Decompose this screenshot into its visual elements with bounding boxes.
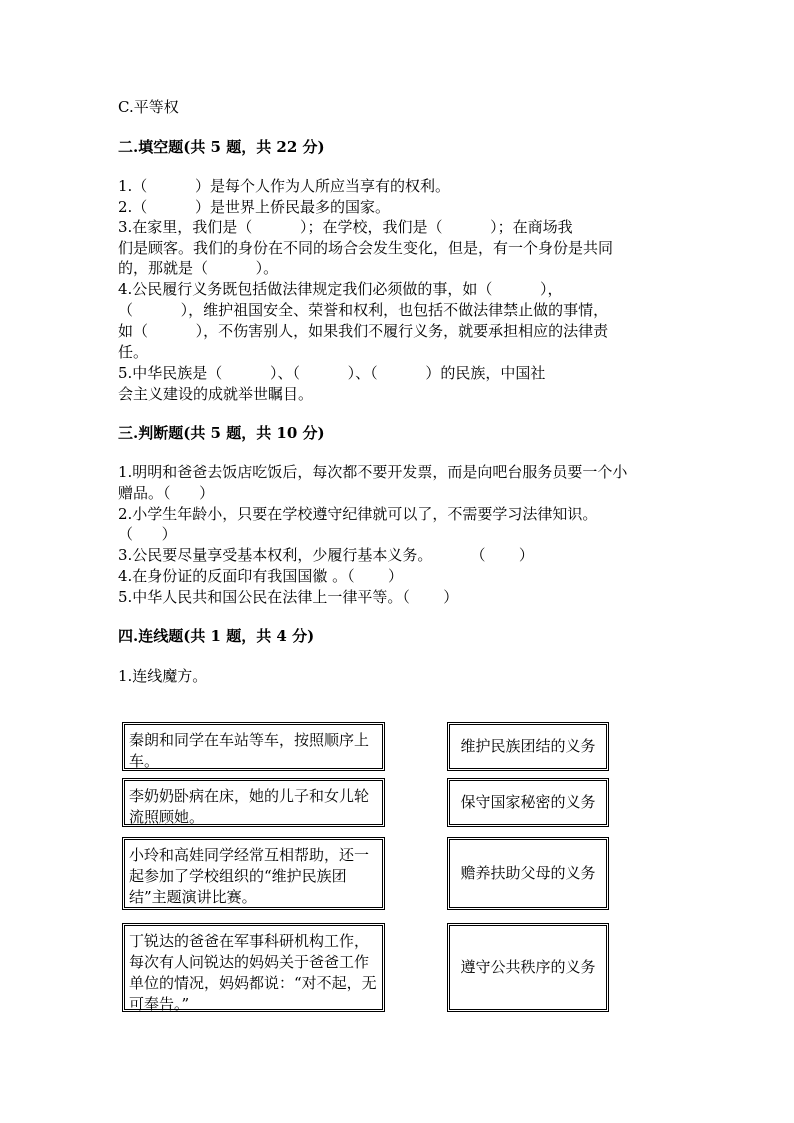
true-false-line: 3.公民要尽量享受基本权利，少履行基本义务。 （ ） [118,546,534,564]
match-left-box[interactable]: 小玲和高娃同学经常互相帮助，还一起参加了学校组织的“维护民族团结”主题演讲比赛。 [122,837,385,910]
true-false-line: 5.中华人民共和国公民在法律上一律平等。（ ） [118,588,459,606]
section-heading-matching: 四.连线题(共 1 题，共 4 分) [118,627,315,645]
matching-question: 1.连线魔方。 [118,667,208,685]
true-false-line: 4.在身份证的反面印有我国国徽 。（ ） [118,567,403,585]
fill-blank-line: 们是顾客。我们的身份在不同的场合会发生变化，但是，有一个身份是共同 [118,239,614,257]
fill-blank-line: 任。 [118,343,149,361]
fill-blank-line: （ ），维护祖国安全、荣誉和权利，也包括不做法律禁止做的事情， [118,301,609,319]
true-false-line: 2.小学生年龄小，只要在学校遵守纪律就可以了，不需要学习法律知识。 [118,505,598,523]
fill-blank-line: 4.公民履行义务既包括做法律规定我们必须做的事，如（ ）， [118,280,563,298]
fill-blank-line: 如（ ），不伤害别人，如果我们不履行义务，就要承担相应的法律责 [118,322,609,340]
fill-blank-line: 1.（ ）是每个人作为人所应当享有的权利。 [118,177,450,195]
section-heading-fill-blank: 二.填空题(共 5 题，共 22 分) [118,138,325,156]
fill-blank-line: 5.中华民族是（ ）、（ ）、（ ）的民族，中国社 [118,364,546,382]
section-heading-true-false: 三.判断题(共 5 题，共 10 分) [118,424,325,442]
true-false-line: （ ） [118,525,177,543]
match-right-box[interactable]: 维护民族团结的义务 [447,722,609,771]
match-right-box[interactable]: 赡养扶助父母的义务 [447,837,609,910]
true-false-line: 赠品。（ ） [118,484,215,502]
fill-blank-line: 3.在家里，我们是（ ）；在学校，我们是（ ）；在商场我 [118,218,573,236]
match-left-box[interactable]: 丁锐达的爸爸在军事科研机构工作，每次有人问锐达的妈妈关于爸爸工作单位的情况，妈妈都说：“对不起，无可奉告。” [122,923,385,1012]
true-false-line: 1.明明和爸爸去饭店吃饭后，每次都不要开发票，而是向吧台服务员要一个小 [118,463,628,481]
prev-option: C.平等权 [118,98,179,116]
match-left-box[interactable]: 李奶奶卧病在床，她的儿子和女儿轮流照顾她。 [122,778,385,827]
fill-blank-line: 会主义建设的成就举世瞩目。 [118,385,314,403]
fill-blank-line: 2.（ ）是世界上侨民最多的国家。 [118,198,390,216]
fill-blank-line: 的，那就是（ ）。 [118,259,279,277]
match-left-box[interactable]: 秦朗和同学在车站等车，按照顺序上车。 [122,722,385,771]
match-right-box[interactable]: 保守国家秘密的义务 [447,778,609,827]
match-right-box[interactable]: 遵守公共秩序的义务 [447,923,609,1012]
